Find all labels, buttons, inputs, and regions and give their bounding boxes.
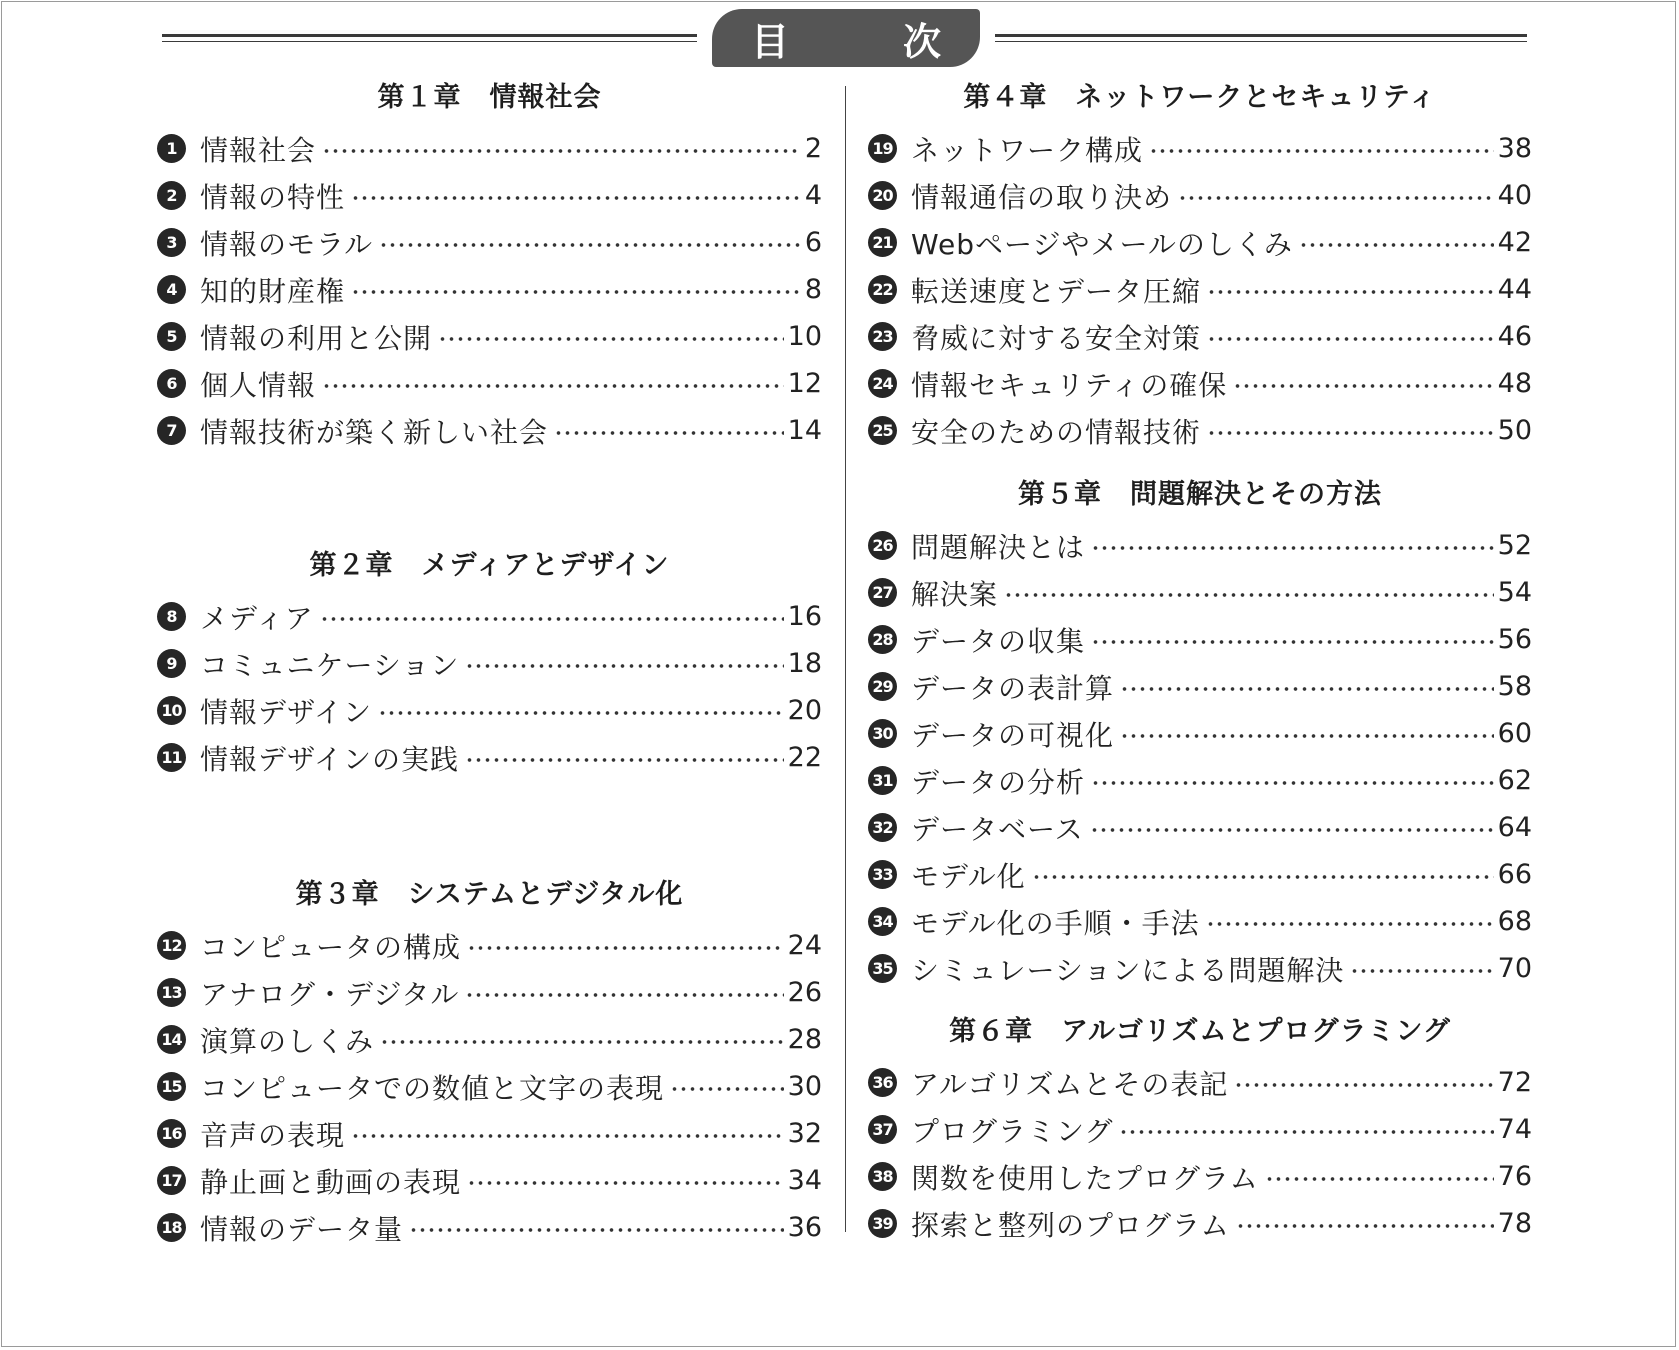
dot-leader [1032, 875, 1494, 879]
toc-entry [868, 569, 1532, 616]
dot-leader [1119, 1130, 1493, 1134]
entry-page-number: 76 [1497, 1161, 1532, 1192]
chapter-entries [157, 125, 822, 454]
toc-entry [868, 219, 1532, 266]
entry-title: 情報通信の取り決め [911, 180, 1173, 214]
entry-number-badge: 2 [157, 181, 186, 210]
entry-page-number: 14 [787, 415, 822, 446]
entry-title: 情報のモラル [200, 227, 374, 261]
entry-title: メディア [200, 601, 314, 635]
entry-number-badge: 29 [868, 672, 897, 701]
toc-entry [868, 804, 1532, 851]
entry-page-number: 58 [1497, 671, 1532, 702]
entry-number-badge: 21 [868, 228, 897, 257]
entry-page-number: 66 [1497, 859, 1532, 890]
entry-page-number: 38 [1497, 133, 1532, 164]
entry-number-badge: 24 [868, 369, 897, 398]
entry-page-number: 68 [1497, 906, 1532, 937]
entry-number-badge: 36 [868, 1068, 897, 1097]
entry-number-badge: 4 [157, 275, 186, 304]
entry-number-badge: 15 [157, 1072, 186, 1101]
entry-title: データの分析 [911, 765, 1086, 799]
entry-number-badge: 38 [868, 1162, 897, 1191]
toc-entry [868, 757, 1532, 804]
dot-leader [1299, 243, 1494, 247]
entry-page-number: 74 [1497, 1114, 1532, 1145]
entry-title: プログラミング [911, 1114, 1114, 1148]
toc-entry [868, 522, 1532, 569]
dot-leader [670, 1087, 784, 1091]
entry-title: データの収集 [911, 624, 1086, 658]
dot-leader [1350, 969, 1493, 973]
entry-page-number: 16 [787, 601, 822, 632]
entry-number-badge: 19 [868, 134, 897, 163]
entry-page-number: 44 [1497, 274, 1532, 305]
toc-entry [157, 1063, 822, 1110]
entry-page-number: 10 [787, 321, 822, 352]
entry-number-badge: 27 [868, 578, 897, 607]
toc-entry [868, 616, 1532, 663]
entry-number-badge: 5 [157, 322, 186, 351]
entry-title: 音声の表現 [200, 1118, 346, 1152]
entry-page-number: 78 [1497, 1208, 1532, 1239]
chapter-entries [868, 1059, 1532, 1247]
dot-leader [1234, 1083, 1493, 1087]
chapter-3 [157, 875, 822, 1251]
toc-entry [868, 945, 1532, 992]
toc-entry [868, 1153, 1532, 1200]
entry-title: 静止画と動画の表現 [200, 1165, 462, 1199]
entry-page-number: 8 [804, 274, 822, 305]
chapter-title: 第６章 アルゴリズムとプログラミング [949, 1016, 1451, 1047]
entry-number-badge: 37 [868, 1115, 897, 1144]
entry-title: 演算のしくみ [200, 1024, 375, 1058]
entry-number-badge: 3 [157, 228, 186, 257]
entry-page-number: 48 [1497, 368, 1532, 399]
entry-number-badge: 6 [157, 369, 186, 398]
entry-title: アルゴリズムとその表記 [911, 1067, 1229, 1101]
entry-title: データの可視化 [911, 718, 1115, 752]
entry-page-number: 34 [787, 1165, 822, 1196]
entry-title: 関数を使用したプログラム [911, 1161, 1259, 1195]
entry-page-number: 62 [1497, 765, 1532, 796]
entry-title: 情報デザイン [200, 695, 373, 729]
entry-page-number: 36 [787, 1212, 822, 1243]
entry-page-number: 32 [787, 1118, 822, 1149]
dot-leader [1206, 922, 1494, 926]
dot-leader [465, 758, 784, 762]
dot-leader [1207, 431, 1494, 435]
toc-entry [868, 266, 1532, 313]
chapter-title: 第５章 問題解決とその方法 [1018, 479, 1382, 510]
dot-leader [467, 946, 784, 950]
entry-title: データベース [911, 812, 1084, 846]
dot-leader [351, 290, 801, 294]
toc-entry [157, 125, 822, 172]
toc-entry [157, 172, 822, 219]
entry-page-number: 22 [787, 742, 822, 773]
dot-leader [322, 384, 784, 388]
entry-title: 情報技術が築く新しい社会 [200, 415, 549, 449]
chapter-title: 第２章 メディアとデザイン [309, 550, 670, 581]
entry-number-badge: 26 [868, 531, 897, 560]
toc-entry [157, 407, 822, 454]
toc-entry [157, 360, 822, 407]
entry-page-number: 12 [787, 368, 822, 399]
toc-page [1, 1, 1676, 1347]
dot-leader [554, 431, 784, 435]
entry-title: 情報の特性 [200, 180, 346, 214]
dot-leader [351, 1134, 784, 1138]
chapter-entries [868, 522, 1532, 992]
entry-title: 知的財産権 [200, 274, 346, 308]
dot-leader [465, 993, 783, 997]
entry-title: シミュレーションによる問題解決 [911, 953, 1345, 987]
entry-number-badge: 10 [157, 696, 186, 725]
toc-entry [868, 1059, 1532, 1106]
toc-entry [157, 1157, 822, 1204]
entry-number-badge: 7 [157, 416, 186, 445]
toc-entry [868, 313, 1532, 360]
entry-title: コンピュータの構成 [200, 930, 462, 964]
entry-page-number: 50 [1497, 415, 1532, 446]
toc-entry [868, 898, 1532, 945]
chapter-4 [868, 78, 1532, 454]
entry-number-badge: 20 [868, 181, 897, 210]
entry-title: 安全のための情報技術 [911, 415, 1202, 449]
entry-title: 情報のデータ量 [200, 1212, 404, 1246]
entry-number-badge: 8 [157, 602, 186, 631]
toc-entry [157, 922, 822, 969]
entry-number-badge: 16 [157, 1119, 186, 1148]
entry-title: ネットワーク構成 [911, 133, 1144, 167]
entry-number-badge: 22 [868, 275, 897, 304]
dot-leader [351, 196, 801, 200]
entry-number-badge: 11 [157, 743, 186, 772]
dot-leader [1120, 687, 1494, 691]
toc-entry [157, 687, 822, 734]
chapter-title: 第３章 システムとデジタル化 [295, 879, 684, 910]
entry-number-badge: 13 [157, 978, 186, 1007]
entry-number-badge: 39 [868, 1209, 897, 1238]
entry-page-number: 6 [804, 227, 822, 258]
toc-entry [157, 1016, 822, 1063]
entry-page-number: 60 [1497, 718, 1532, 749]
dot-leader [438, 337, 784, 341]
chapter-2 [157, 546, 822, 781]
entry-page-number: 52 [1497, 530, 1532, 561]
entry-page-number: 42 [1497, 227, 1532, 258]
toc-entry [157, 313, 822, 360]
chapter-entries [868, 125, 1532, 454]
toc-entry [868, 710, 1532, 757]
entry-number-badge: 34 [868, 907, 897, 936]
entry-page-number: 30 [787, 1071, 822, 1102]
entry-title: 解決案 [911, 577, 999, 611]
dot-leader [1090, 828, 1494, 832]
entry-number-badge: 9 [157, 649, 186, 678]
dot-leader [467, 1181, 784, 1185]
toc-entry [157, 266, 822, 313]
dot-leader [409, 1228, 784, 1232]
toc-entry [157, 1110, 822, 1157]
dot-leader [1207, 337, 1494, 341]
entry-number-badge: 32 [868, 813, 897, 842]
entry-number-badge: 14 [157, 1025, 186, 1054]
entry-number-badge: 23 [868, 322, 897, 351]
header-rule-left [162, 34, 697, 42]
entry-page-number: 28 [787, 1024, 822, 1055]
chapter-title: 第４章 ネットワークとセキュリティ [963, 82, 1437, 113]
toc-entry [868, 172, 1532, 219]
dot-leader [1004, 593, 1494, 597]
entry-page-number: 26 [787, 977, 822, 1008]
dot-leader [1207, 290, 1494, 294]
entry-title: 情報の利用と公開 [200, 321, 433, 355]
entry-number-badge: 28 [868, 625, 897, 654]
toc-entry [157, 219, 822, 266]
entry-page-number: 18 [787, 648, 822, 679]
entry-title: 転送速度とデータ圧縮 [911, 274, 1202, 308]
entry-page-number: 4 [804, 180, 822, 211]
chapter-6 [868, 1012, 1532, 1247]
entry-title: モデル化 [911, 859, 1026, 893]
dot-leader [1233, 384, 1493, 388]
entry-page-number: 2 [804, 133, 822, 164]
toc-entry [868, 360, 1532, 407]
toc-entry [868, 407, 1532, 454]
entry-page-number: 64 [1497, 812, 1532, 843]
dot-leader [380, 1040, 784, 1044]
toc-entry [868, 663, 1532, 710]
dot-leader [1091, 640, 1494, 644]
chapter-entries [157, 593, 822, 781]
entry-title: 問題解決とは [911, 530, 1086, 564]
entry-number-badge: 25 [868, 416, 897, 445]
header-rule-right [995, 34, 1527, 42]
entry-page-number: 72 [1497, 1067, 1532, 1098]
entry-title: Webページやメールのしくみ [911, 227, 1293, 261]
entry-page-number: 24 [787, 930, 822, 961]
entry-number-badge: 31 [868, 766, 897, 795]
entry-title: データの表計算 [911, 671, 1115, 705]
toc-entry [157, 1204, 822, 1251]
toc-entry [157, 593, 822, 640]
entry-title: コミュニケーション [200, 648, 460, 682]
dot-leader [465, 664, 783, 668]
entry-title: 情報社会 [200, 133, 317, 167]
entry-number-badge: 30 [868, 719, 897, 748]
dot-leader [378, 711, 784, 715]
toc-entry [868, 851, 1532, 898]
column-divider [845, 86, 846, 1232]
entry-title: 情報セキュリティの確保 [911, 368, 1228, 402]
entry-number-badge: 33 [868, 860, 897, 889]
entry-title: アナログ・デジタル [200, 977, 460, 1011]
toc-entry [868, 125, 1532, 172]
toc-entry [157, 640, 822, 687]
chapter-title: 第１章 情報社会 [377, 82, 602, 113]
entry-number-badge: 1 [157, 134, 186, 163]
dot-leader [322, 149, 801, 153]
entry-title: 脅威に対する安全対策 [911, 321, 1202, 355]
dot-leader [1091, 781, 1494, 785]
page-title: 目 次 [712, 9, 980, 67]
chapter-1 [157, 78, 822, 454]
entry-page-number: 70 [1497, 953, 1532, 984]
entry-page-number: 54 [1497, 577, 1532, 608]
entry-title: 情報デザインの実践 [200, 742, 460, 776]
dot-leader [320, 617, 784, 621]
entry-page-number: 46 [1497, 321, 1532, 352]
entry-number-badge: 17 [157, 1166, 186, 1195]
dot-leader [1091, 546, 1494, 550]
entry-number-badge: 12 [157, 931, 186, 960]
entry-page-number: 20 [787, 695, 822, 726]
toc-entry [868, 1200, 1532, 1247]
entry-page-number: 56 [1497, 624, 1532, 655]
entry-title: コンピュータでの数値と文字の表現 [200, 1071, 665, 1105]
entry-number-badge: 35 [868, 954, 897, 983]
dot-leader [379, 243, 801, 247]
entry-title: モデル化の手順・手法 [911, 906, 1200, 940]
entry-number-badge: 18 [157, 1213, 186, 1242]
toc-entry [157, 734, 822, 781]
entry-title: 探索と整列のプログラム [911, 1208, 1230, 1242]
dot-leader [1120, 734, 1494, 738]
entry-page-number: 40 [1497, 180, 1532, 211]
toc-entry [868, 1106, 1532, 1153]
toc-entry [157, 969, 822, 1016]
dot-leader [1236, 1224, 1494, 1228]
dot-leader [1265, 1177, 1494, 1181]
dot-leader [1149, 149, 1494, 153]
entry-title: 個人情報 [200, 368, 317, 402]
chapter-5 [868, 475, 1532, 992]
chapter-entries [157, 922, 822, 1251]
dot-leader [1178, 196, 1494, 200]
